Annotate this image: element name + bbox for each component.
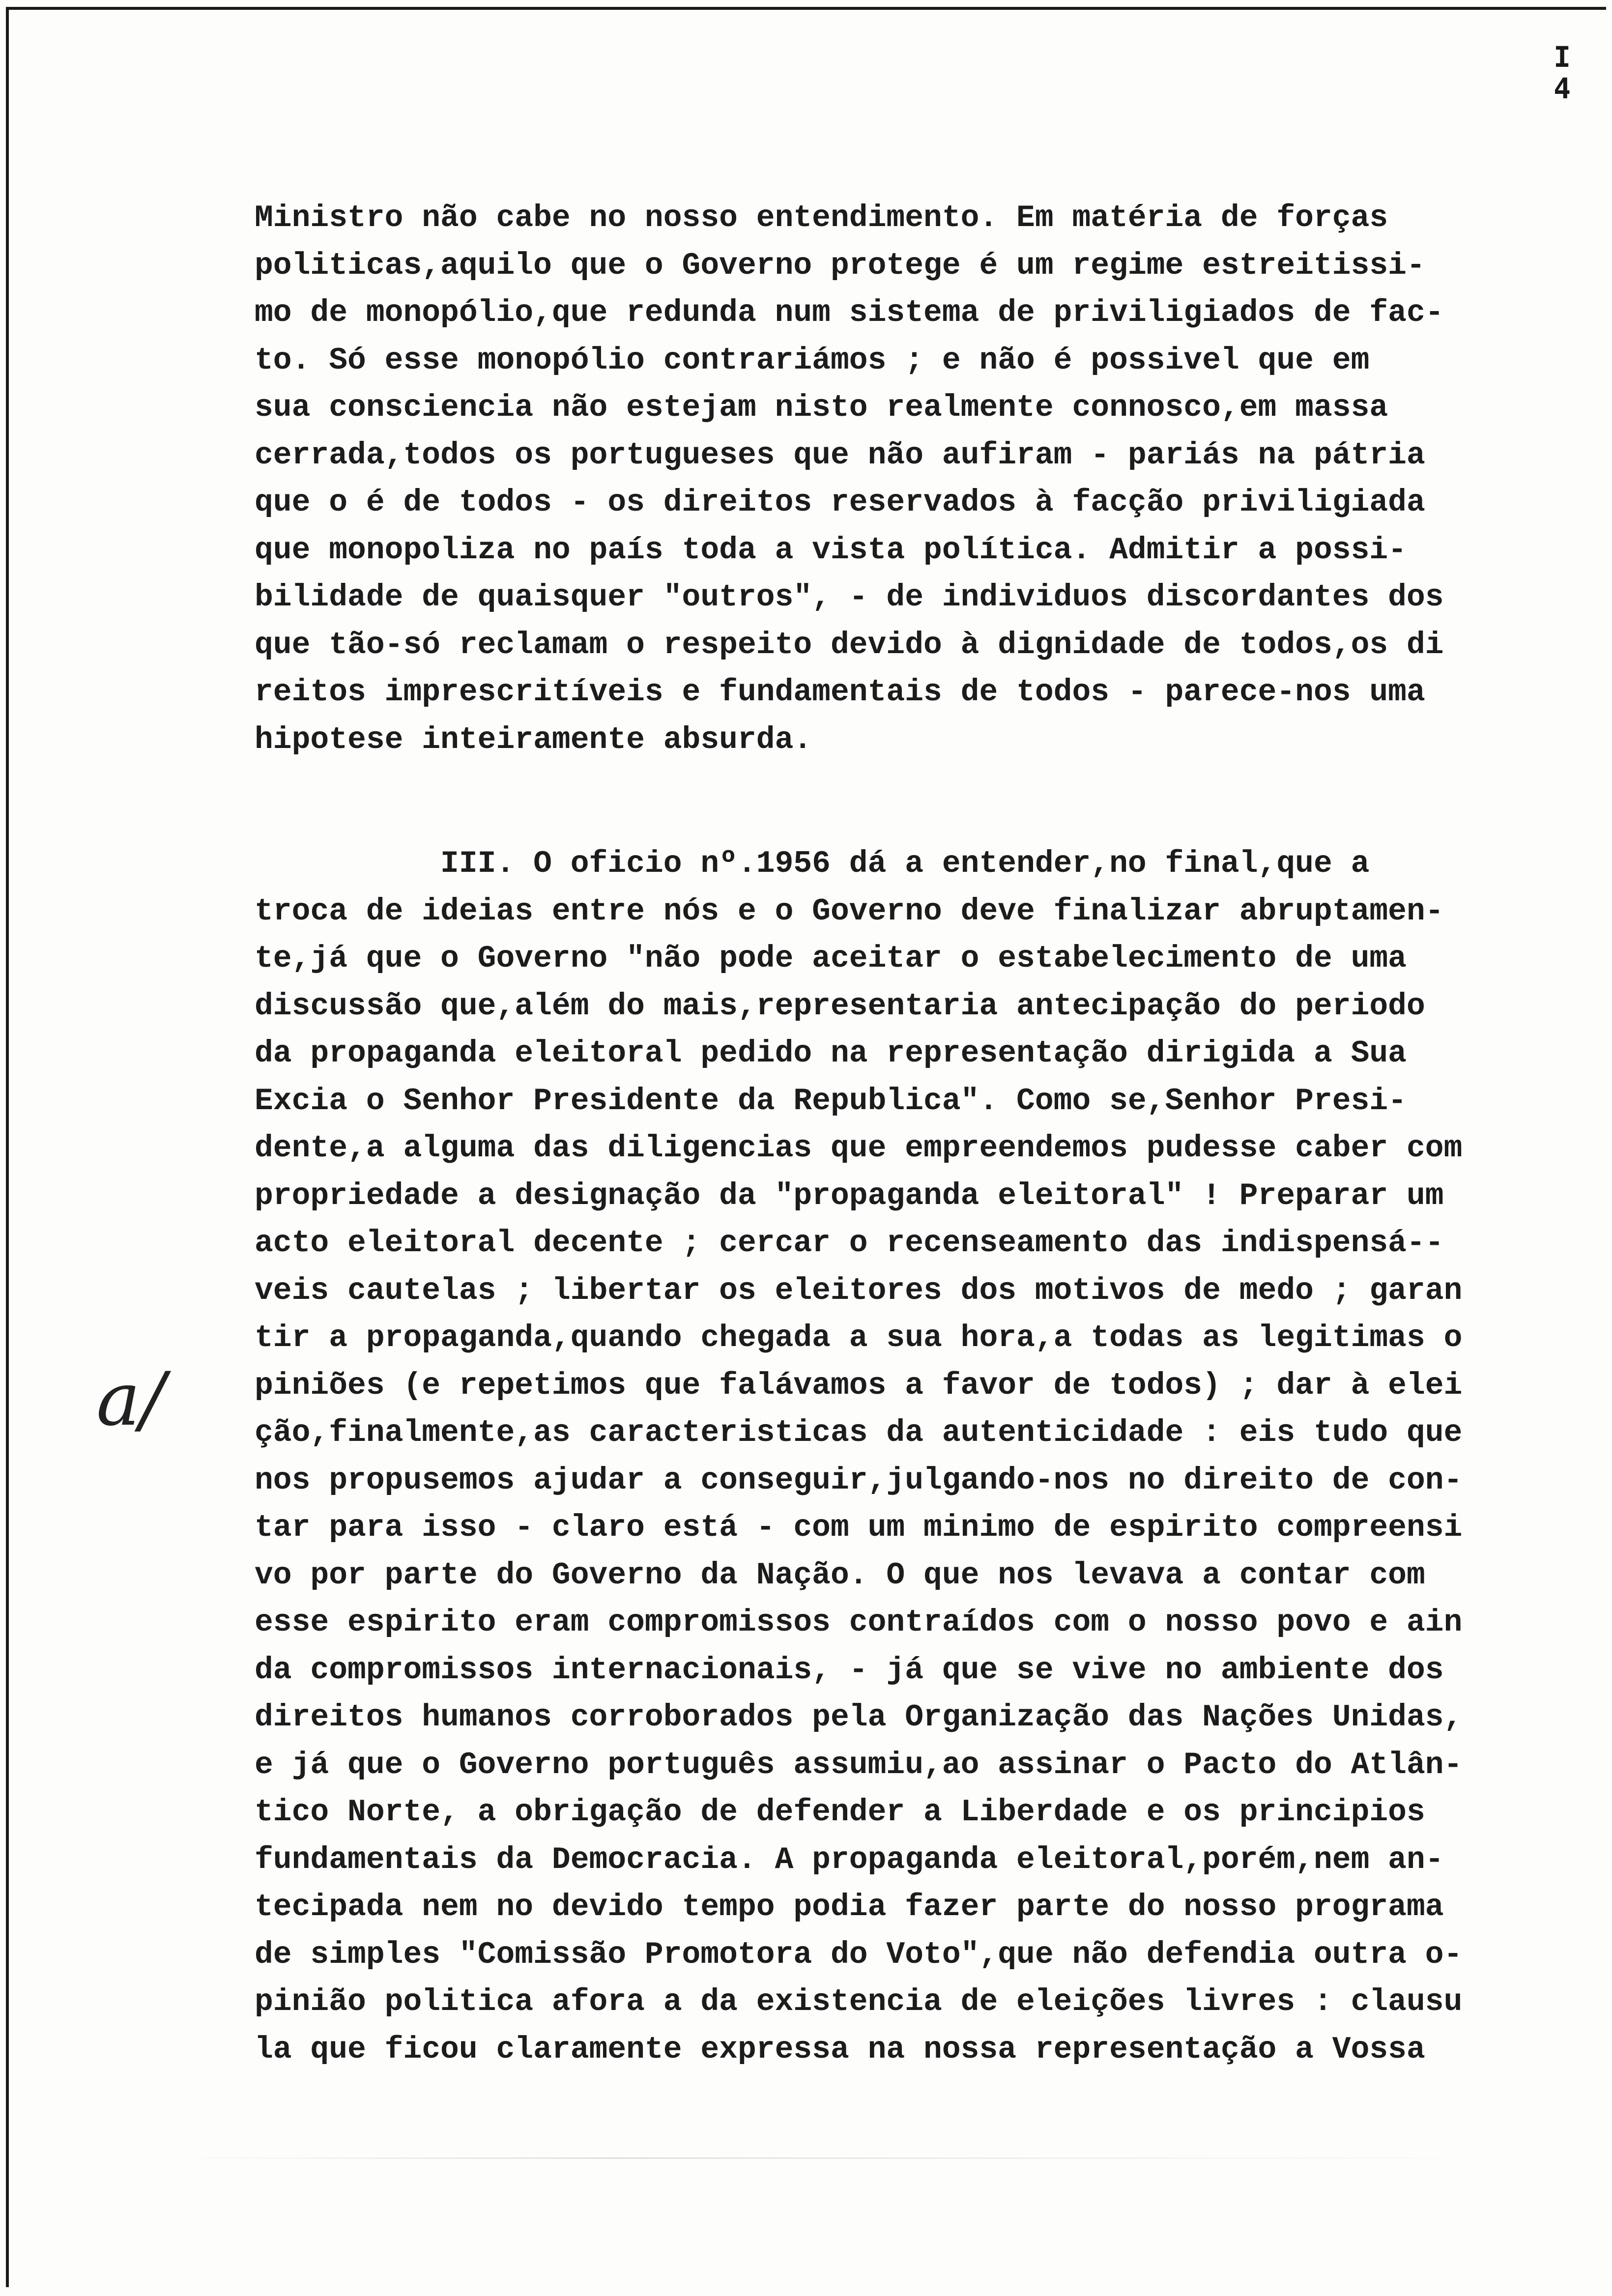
text-line: tecipada nem no devido tempo podia fazer parte do nosso programa — [255, 1890, 1444, 1924]
text-line: la que ficou claramente expressa na nossa representação a Vossa — [255, 2032, 1425, 2067]
handwritten-margin-note: a/ — [96, 1357, 165, 1442]
text-line: vo por parte do Governo da Nação. O que nos levava a contar com — [255, 1557, 1425, 1593]
text-line: esse espirito eram compromissos contraídos com o nosso povo e ain — [255, 1605, 1463, 1640]
text-line: direitos humanos corroborados pela Organização das Nações Unidas, — [255, 1700, 1463, 1735]
text-line: bilidade de quaisquer "outros", - de individuos discordantes dos — [255, 580, 1444, 615]
text-line: de simples "Comissão Promotora do Voto",que não defendia outra o- — [255, 1937, 1463, 1972]
text-line: acto eleitoral decente ; cercar o recenseamento das indispensá-- — [255, 1226, 1444, 1261]
page-number: 4 — [1554, 72, 1571, 105]
typed-letter-body — [255, 195, 1542, 2073]
text-line: da propaganda eleitoral pedido na representação dirigida a Sua — [255, 1036, 1407, 1071]
text-line: III. O oficio nº.1956 dá a entender,no final,que a — [255, 846, 1370, 881]
text-line: fundamentais da Democracia. A propaganda eleitoral,porém,nem an- — [255, 1842, 1444, 1877]
paragraph-spacer — [255, 764, 1542, 840]
text-line: que o é de todos - os direitos reservados à facção priviligiada — [255, 485, 1425, 520]
left-border-rule — [6, 7, 9, 2287]
paragraph-2 — [255, 840, 1542, 2073]
text-line: politicas,aquilo que o Governo protege é um regime estreitissi- — [255, 248, 1425, 283]
text-line: reitos imprescritíveis e fundamentais de todos - parece-nos uma — [255, 675, 1425, 710]
text-line: veis cautelas ; libertar os eleitores dos motivos de medo ; garan — [255, 1273, 1463, 1308]
text-line: e já que o Governo português assumiu,ao assinar o Pacto do Atlân- — [255, 1747, 1463, 1782]
top-border-rule — [6, 7, 1606, 10]
text-line: Ministro não cabe no nosso entendimento. Em matéria de forças — [255, 201, 1388, 235]
scan-artifact-line — [172, 2157, 1499, 2159]
text-line: tico Norte, a obrigação de defender a Liberdade e os principios — [255, 1795, 1425, 1830]
text-line: pinião politica afora a da existencia de eleições livres : clausu — [255, 1984, 1463, 2019]
text-line: dente,a alguma das diligencias que empreendemos pudesse caber com — [255, 1131, 1463, 1166]
page-number-mark — [1512, 41, 1571, 104]
text-line: cerrada,todos os portugueses que não aufiram - pariás na pátria — [255, 437, 1425, 473]
text-line: Excia o Senhor Presidente da Republica". Como se,Senhor Presi- — [255, 1083, 1407, 1119]
text-line: to. Só esse monopólio contrariámos ; e não é possivel que em — [255, 343, 1370, 378]
text-line: que tão-só reclamam o respeito devido à dignidade de todos,os di — [255, 627, 1444, 662]
text-line: que monopoliza no país toda a vista política. Admitir a possi- — [255, 532, 1407, 568]
text-line: piniões (e repetimos que falávamos a favor de todos) ; dar à elei — [255, 1368, 1463, 1403]
text-line: discussão que,além do mais,representaria antecipação do periodo — [255, 988, 1425, 1024]
page-section-mark: I — [1554, 40, 1571, 74]
paragraph-1 — [255, 195, 1542, 764]
text-line: propriedade a designação da "propaganda eleitoral" ! Preparar um — [255, 1178, 1444, 1213]
text-line: nos propusemos ajudar a conseguir,julgando-nos no direito de con- — [255, 1463, 1463, 1498]
text-line: mo de monopólio,que redunda num sistema de priviligiados de fac- — [255, 295, 1444, 330]
text-line: da compromissos internacionais, - já que se vive no ambiente dos — [255, 1652, 1444, 1688]
text-line: troca de ideias entre nós e o Governo deve finalizar abruptamen- — [255, 893, 1444, 929]
text-line: tir a propaganda,quando chegada a sua hora,a todas as legitimas o — [255, 1320, 1463, 1355]
text-line: te,já que o Governo "não pode aceitar o estabelecimento de uma — [255, 941, 1407, 976]
text-line: sua consciencia não estejam nisto realmente connosco,em massa — [255, 390, 1388, 425]
text-line: tar para isso - claro está - com um minimo de espirito compreensi — [255, 1510, 1463, 1545]
text-line: ção,finalmente,as caracteristicas da autenticidade : eis tudo que — [255, 1415, 1463, 1450]
text-line: hipotese inteiramente absurda. — [255, 722, 812, 757]
